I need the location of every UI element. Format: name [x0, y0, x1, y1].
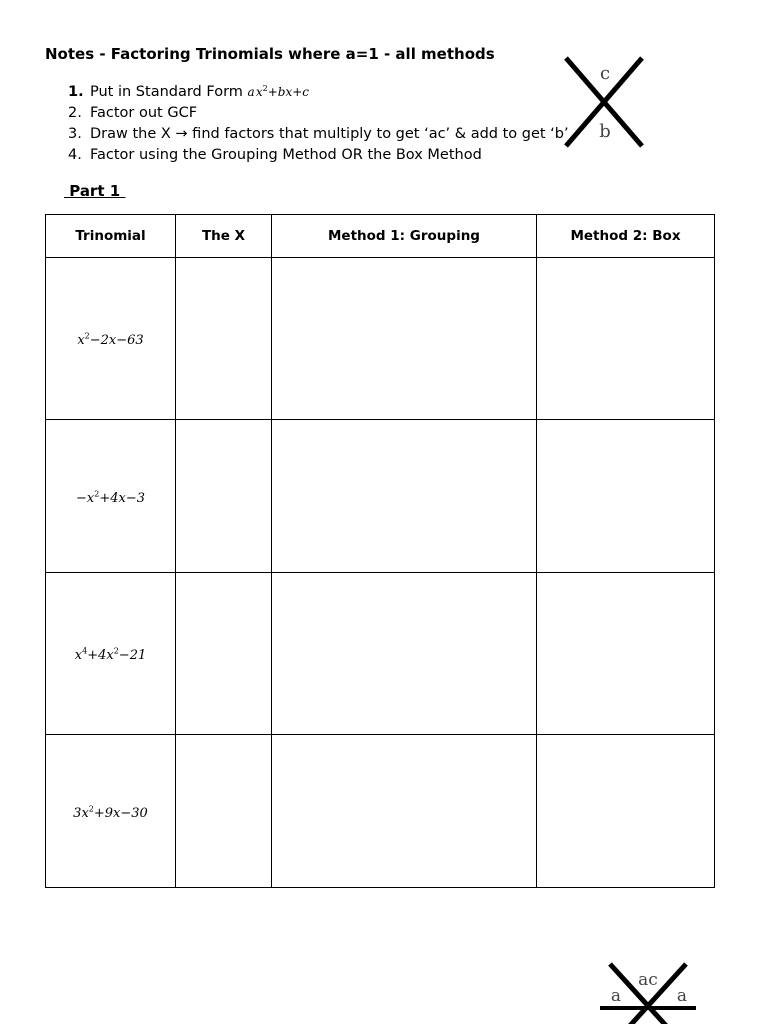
x-diagram-top — [558, 52, 650, 152]
header-box: Method 2: Box — [537, 215, 715, 258]
step-1 — [68, 78, 569, 103]
steps-list — [68, 78, 569, 166]
x-diagram-b-label: b — [599, 121, 611, 142]
table-row — [46, 573, 715, 735]
expr-exponent: 2 — [94, 489, 100, 499]
grouping-cell[interactable] — [272, 573, 537, 735]
formula-a: a — [247, 85, 255, 99]
expr-part: x — [74, 648, 83, 663]
table-header-row — [46, 215, 715, 258]
factoring-table — [45, 214, 715, 888]
box-cell[interactable] — [537, 258, 715, 420]
header-grouping: Method 1: Grouping — [272, 215, 537, 258]
header-the-x: The X — [176, 215, 272, 258]
expr-exponent: 2 — [88, 804, 94, 814]
expr-exponent: 2 — [113, 646, 119, 656]
box-cell[interactable] — [537, 420, 715, 573]
expr-part: x — [77, 333, 85, 348]
step-4-text: Factor using the Grouping Method OR the Box Method — [90, 147, 482, 163]
step-2 — [68, 103, 569, 124]
trinomial-cell — [46, 573, 176, 735]
step-1-text: Put in Standard Form — [90, 84, 248, 100]
box-cell[interactable] — [537, 573, 715, 735]
trinomial-cell — [46, 420, 176, 573]
header-trinomial: Trinomial — [46, 215, 176, 258]
trinomial-cell — [46, 258, 176, 420]
table-row — [46, 420, 715, 573]
trinomial-expression — [75, 648, 146, 663]
step-3-text: Draw the X → find factors that multiply to get ‘ac’ & add to get ‘b’ — [90, 126, 569, 142]
trinomial-expression — [77, 333, 143, 348]
standard-form-formula — [248, 85, 310, 99]
box-cell[interactable] — [537, 735, 715, 888]
expr-part: +4x−3 — [99, 490, 145, 506]
x-diagram-ac-label: ac — [638, 970, 658, 990]
the-x-cell[interactable] — [176, 420, 272, 573]
expr-exponent: 2 — [84, 331, 90, 341]
expr-exponent: 4 — [82, 646, 88, 656]
x-diagram-bottom — [596, 958, 700, 1024]
step-4-number: 4. — [68, 147, 82, 163]
formula-rest: +bx+c — [267, 85, 310, 99]
grouping-cell[interactable] — [272, 735, 537, 888]
x-diagram-c-label: c — [599, 63, 611, 84]
trinomial-expression — [76, 491, 145, 506]
grouping-cell[interactable] — [272, 420, 537, 573]
x-diagram-left-a-label: a — [610, 986, 622, 1006]
step-4 — [68, 145, 569, 166]
expr-part: +9x−30 — [93, 805, 148, 821]
expr-part: −2x−63 — [89, 333, 144, 348]
step-2-number: 2. — [68, 105, 82, 121]
grouping-cell[interactable] — [272, 258, 537, 420]
trinomial-expression — [73, 806, 148, 821]
x-diagram-right-a-label: a — [676, 986, 688, 1006]
step-2-text: Factor out GCF — [90, 105, 198, 121]
notes-title: Notes - Factoring Trinomials where a=1 - all methods — [45, 45, 495, 63]
expr-part: −x — [76, 490, 95, 506]
table-row — [46, 258, 715, 420]
the-x-cell[interactable] — [176, 573, 272, 735]
formula-exponent: 2 — [262, 84, 268, 93]
trinomial-cell — [46, 735, 176, 888]
formula-x: x — [255, 85, 263, 99]
expr-part: 3x — [73, 805, 89, 821]
the-x-cell[interactable] — [176, 258, 272, 420]
step-3 — [68, 124, 569, 145]
step-1-number: 1. — [68, 84, 84, 100]
the-x-cell[interactable] — [176, 735, 272, 888]
expr-part: −21 — [118, 648, 147, 663]
table-row — [46, 735, 715, 888]
part-1-label: Part 1 — [64, 182, 126, 200]
expr-part: +4x — [87, 648, 114, 663]
step-3-number: 3. — [68, 126, 82, 142]
